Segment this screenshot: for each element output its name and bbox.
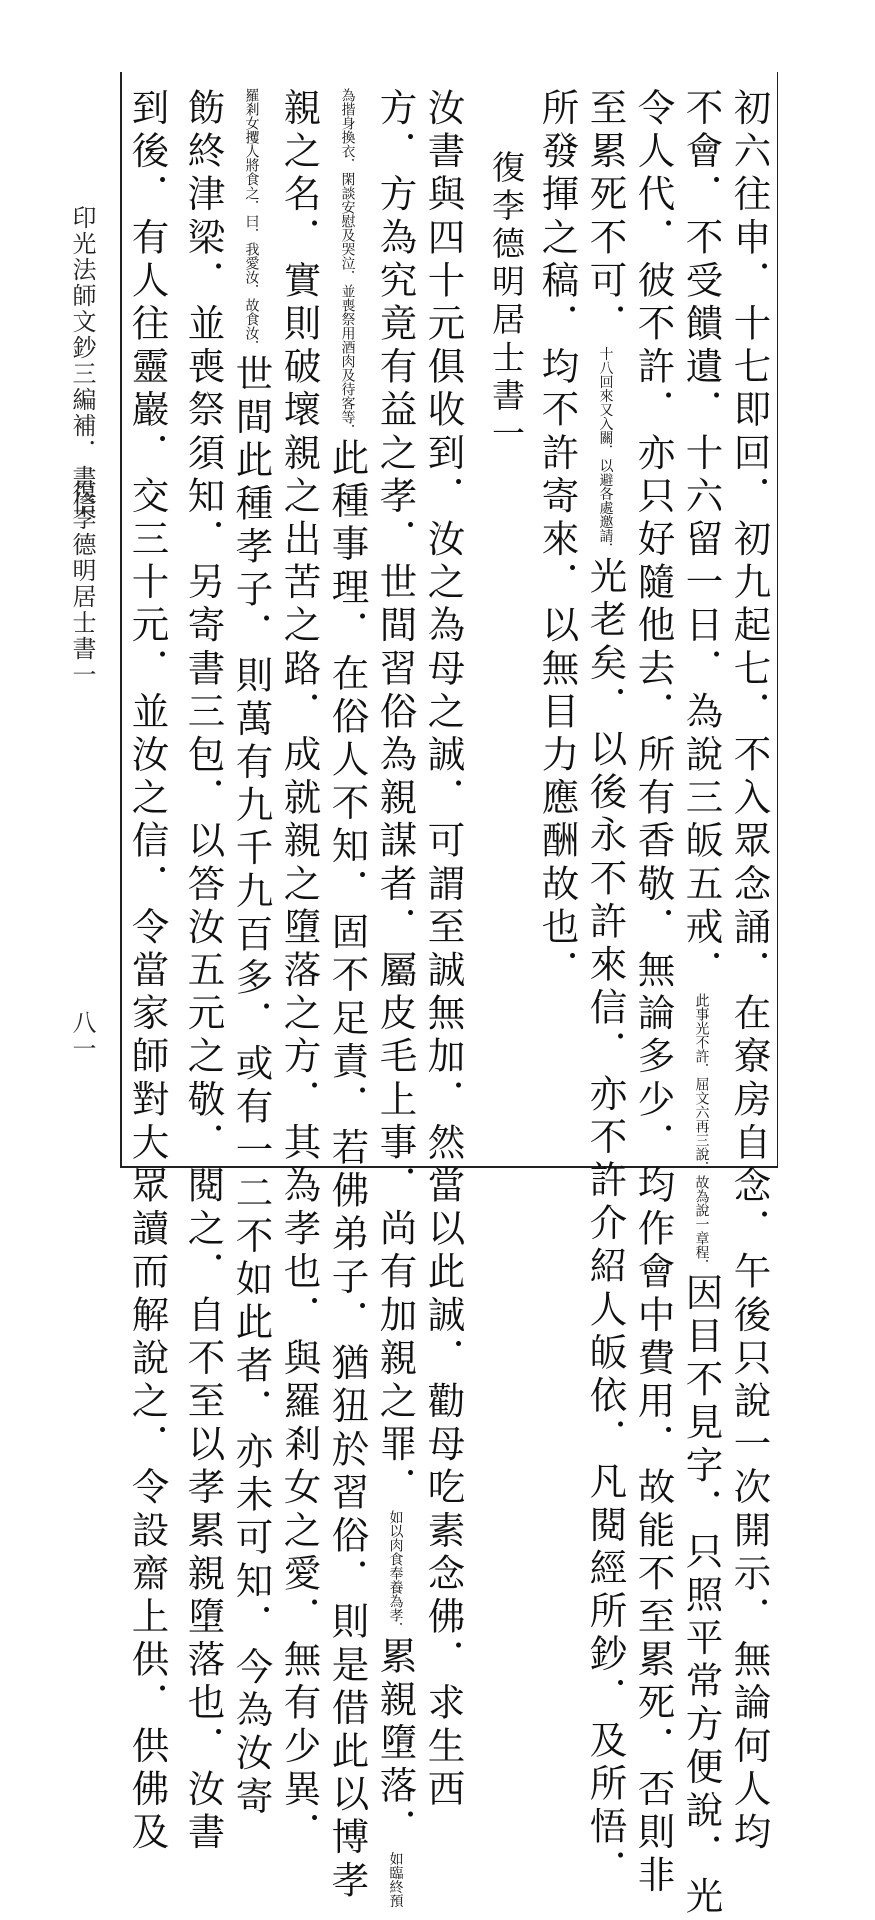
text-run: 世間此種孝子．則萬有九千九百多．或有一二不如此者．亦未可知．今為汝寄: [229, 354, 274, 1820]
text-column-8: [373, 88, 418, 1908]
text-column-3: 令人代．彼不許．亦只好隨他去．所有香敬．無論多少．均作會中費用．故能不至累死．否則非: [631, 88, 676, 1899]
text-column-11: [229, 88, 274, 1820]
text-column-13: 到後．有人往靈巖．交三十元．並汝之信．令當家師對大眾讀而解說之．令設齋上供．供佛及: [125, 88, 170, 1856]
annotation-note: 為揩身換衣．閑談安慰及哭泣．並喪祭用酒肉及待客等．: [339, 88, 356, 438]
text-column-5: 所發揮之稿．均不許寄來．以無目力應酬故也．: [535, 88, 580, 994]
annotation-note: 如臨終預: [387, 1851, 404, 1908]
text-run: 不會．不受饋遺．十六留一日．為說三皈五戒．: [679, 88, 724, 994]
annotation-note: 羅剎女攫人將食之．曰．我愛汝．故食汝．: [243, 88, 260, 354]
page-border-right: [777, 72, 778, 1167]
text-run: 至累死不可．: [583, 88, 628, 347]
page-number: 八一: [68, 1010, 96, 1062]
text-run: 因目不見字．只照平常方便說．光: [679, 1273, 724, 1920]
book-title-header: 印光法師文鈔三編補．書信: [68, 205, 96, 517]
text-run: 方．方為究竟有益之孝．世間習俗為親謀者．屬皮毛上事．尚有加親之罪．: [373, 88, 418, 1511]
text-column-9: [325, 88, 370, 1904]
letter-title-header: 復李德明居士書一: [68, 480, 96, 688]
text-run: 此種事理．在俗人不知．固不足責．若佛弟子．猶狃於習俗．則是借此以博孝: [325, 438, 370, 1904]
text-column-1: 初六往申．十七即回．初九起七．不入眾念誦．在寮房自念．午後只說一次開示．無論何人均: [727, 88, 772, 1856]
page-border-left: [120, 72, 122, 1167]
annotation-note: 十八回來又入關．以避各處邀請．: [597, 346, 614, 557]
text-column-4: [583, 88, 628, 1893]
text-column-10: 親之名．實則破壞親之出苦之路．成就親之墮落之方．其為孝也．與羅剎女之愛．無有少異．: [277, 88, 322, 1856]
text-column-12: 飭終津梁．並喪祭須知．另寄書三包．以答汝五元之敬．閱之．自不至以孝累親墮落也．汝書: [181, 88, 226, 1856]
letter-heading: 復李德明居士書一: [487, 150, 526, 454]
annotation-note: 此事光不許．屈文六再三說．故為說一章程．: [693, 993, 710, 1274]
text-run: 光老矣．以後永不許來信．亦不許介紹人皈依．凡閱經所鈔．及所悟．: [583, 556, 628, 1893]
annotation-note: 如以肉食奉養為孝．: [387, 1510, 404, 1637]
text-column-7: 汝書與四十元俱收到．汝之為母之誠．可謂至誠無加．然當以此誠．勸母吃素念佛．求生西: [421, 88, 466, 1812]
text-column-2: [679, 88, 724, 1920]
text-run: 累親墮落．: [373, 1636, 418, 1852]
